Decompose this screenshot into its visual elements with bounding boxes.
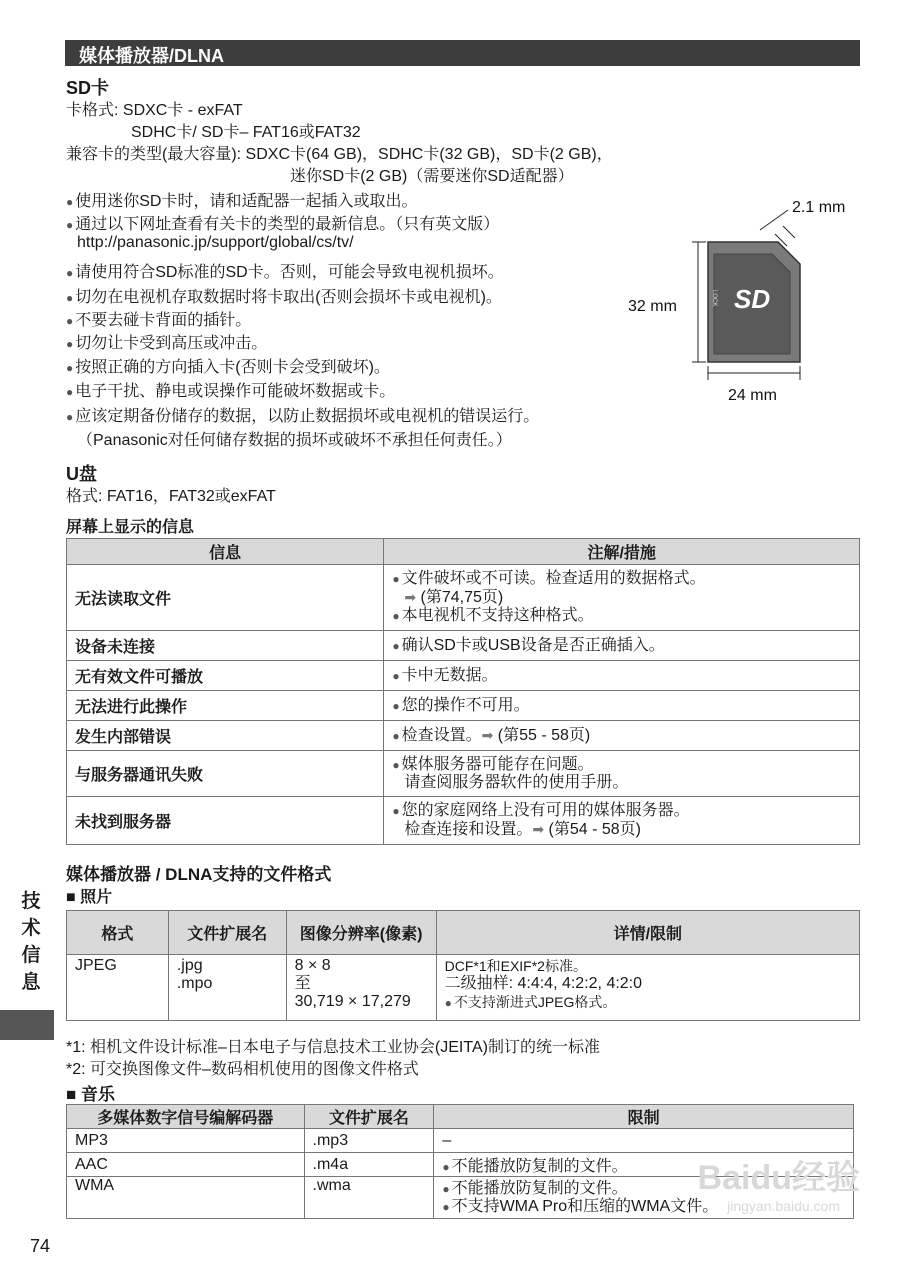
watermark-logo: Baidu经验 [697,1159,860,1197]
bullet-icon: ● [66,385,74,399]
music-codec: AAC [67,1153,305,1177]
width-label: 24 mm [728,387,777,404]
bullet-icon: ● [66,266,74,280]
message-label: 无有效文件可播放 [67,661,384,691]
music-limits: ● 不能播放防复制的文件。 ● 不支持WMA Pro和压缩的WMA文件。 [434,1177,854,1219]
music-header-row [67,1105,854,1129]
col-header-details: 详情/限制 [436,911,859,955]
message-label: 发生内部错误 [67,721,384,751]
photo-table [66,910,860,1021]
col-header-format: 格式 [67,911,169,955]
sd-note: ● 请使用符合SD标准的SD卡。否则，可能会导致电视机损坏。 [66,264,504,281]
music-codec: WMA [67,1177,305,1219]
bullet-icon: ● [66,195,74,209]
section-title-bar [65,40,860,66]
music-extension: .m4a [304,1153,434,1177]
music-heading: ■ 音乐 [66,1085,115,1104]
thickness-label: 2.1 mm [792,199,846,216]
photo-header-row [67,911,860,955]
col-header-extension: 文件扩展名 [168,911,286,955]
sd-compat-line1: 兼容卡的类型(最大容量): SDXC卡(64 GB)，SDHC卡(32 GB)，SD卡(2 GB)， [66,146,613,163]
music-codec: MP3 [67,1129,305,1153]
table-row [67,631,860,661]
photo-details: DCF*1和EXIF*2标准。 二级抽样: 4:4:4, 4:2:2, 4:2:0 ● 不支持渐进式JPEG格式。 [436,955,859,1021]
sd-compat-line2: 迷你SD卡(2 GB)（需要迷你SD适配器） [290,168,574,185]
photo-format: JPEG [67,955,169,1021]
bullet-icon: ● [66,337,74,351]
col-header-resolution: 图像分辨率(像素) [286,911,436,955]
bullet-icon: ● [66,314,74,328]
photo-resolution: 8 × 8 至 30,719 × 17,279 [286,955,436,1021]
arrow-right-icon: ➡ [532,821,545,837]
sd-note: ● 应该定期备份储存的数据，以防止数据损坏或电视机的错误运行。 [66,408,540,425]
message-label: 设备未连接 [67,631,384,661]
music-limits: – [434,1129,854,1153]
message-label: 无法进行此操作 [67,691,384,721]
message-label: 未找到服务器 [67,797,384,845]
page-number: 74 [30,1236,51,1256]
sd-url: http://panasonic.jp/support/global/cs/tv/ [77,234,354,251]
table-row [67,661,860,691]
photo-extensions: .jpg .mpo [168,955,286,1021]
table-row [67,1129,854,1153]
table-row [67,751,860,797]
col-header-info: 信息 [67,539,384,565]
sd-heading: SD卡 [66,78,110,98]
lock-label: LOCK [711,290,717,307]
table-row [67,721,860,751]
message-notes: ● 文件破坏或不可读。检查适用的数据格式。 ➡ (第74,75页) ● 本电视机不支持这种格式。 [384,565,860,631]
music-limits: ● 不能播放防复制的文件。 [434,1153,854,1177]
music-extension: .wma [304,1177,434,1219]
col-header-note: 注解/措施 [384,539,860,565]
message-label: 与服务器通讯失败 [67,751,384,797]
table-row [67,691,860,721]
sidebar-label: 技术信息 [21,891,41,993]
footnote-2: *2: 可交换图像文件–数码相机使用的图像文件格式 [66,1061,419,1078]
arrow-right-icon: ➡ [481,727,494,743]
message-notes: ● 您的家庭网络上没有可用的媒体服务器。 检查连接和设置。➡ (第54 - 58页) [384,797,860,845]
usb-heading: U盘 [66,464,97,484]
photo-heading: ■ 照片 [66,889,113,906]
section-title: 媒体播放器/DLNA [79,46,224,66]
message-notes: ● 检查设置。➡ (第55 - 58页) [384,721,860,751]
height-label: 32 mm [628,298,677,315]
music-extension: .mp3 [304,1129,434,1153]
bullet-icon: ● [66,291,74,305]
watermark-url: jingyan.baidu.com [727,1198,840,1214]
arrow-right-icon: ➡ [404,589,417,605]
table-row [67,797,860,845]
footnote-1: *1: 相机文件设计标准–日本电子与信息技术工业协会(JEITA)制订的统一标准 [66,1039,600,1056]
messages-table [66,538,860,845]
sd-disclaimer: （Panasonic对任何储存数据的损坏或破坏不承担任何责任。） [77,432,512,449]
sd-note: ● 切勿让卡受到高压或冲击。 [66,335,268,352]
sd-note: ● 使用迷你SD卡时，请和适配器一起插入或取出。 [66,193,418,210]
formats-heading: 媒体播放器 / DLNA支持的文件格式 [66,865,332,884]
message-notes: ● 卡中无数据。 [384,661,860,691]
bullet-icon: ● [66,410,74,424]
bullet-icon: ● [66,361,74,375]
table-row [67,955,860,1021]
col-header-codec: 多媒体数字信号编解码器 [67,1105,305,1129]
col-header-limits: 限制 [434,1105,854,1129]
table-row [67,565,860,631]
sd-note: ● 切勿在电视机存取数据时将卡取出(否则会损坏卡或电视机)。 [66,289,502,306]
message-label: 无法读取文件 [67,565,384,631]
message-notes: ● 媒体服务器可能存在问题。 请查阅服务器软件的使用手册。 [384,751,860,797]
sd-format-line1: 卡格式: SDXC卡 - exFAT [66,102,243,119]
sd-logo: SD [734,284,771,314]
sd-note: ● 通过以下网址查看有关卡的类型的最新信息。（只有英文版） [66,216,500,233]
sd-format-line2: SDHC卡/ SD卡– FAT16或FAT32 [131,124,361,141]
bullet-icon: ● [66,218,74,232]
usb-format: 格式: FAT16，FAT32或exFAT [66,488,276,505]
sd-note: ● 电子干扰、静电或误操作可能破坏数据或卡。 [66,383,396,400]
sd-card-diagram [620,190,870,410]
message-notes: ● 确认SD卡或USB设备是否正确插入。 [384,631,860,661]
col-header-extension: 文件扩展名 [304,1105,434,1129]
messages-heading: 屏幕上显示的信息 [66,519,195,536]
messages-header-row [67,539,860,565]
sd-note: ● 不要去碰卡背面的插针。 [66,312,252,329]
sd-note: ● 按照正确的方向插入卡(否则卡会受到破坏)。 [66,359,390,376]
sidebar-tab-marker [0,1010,54,1040]
message-notes: ● 您的操作不可用。 [384,691,860,721]
